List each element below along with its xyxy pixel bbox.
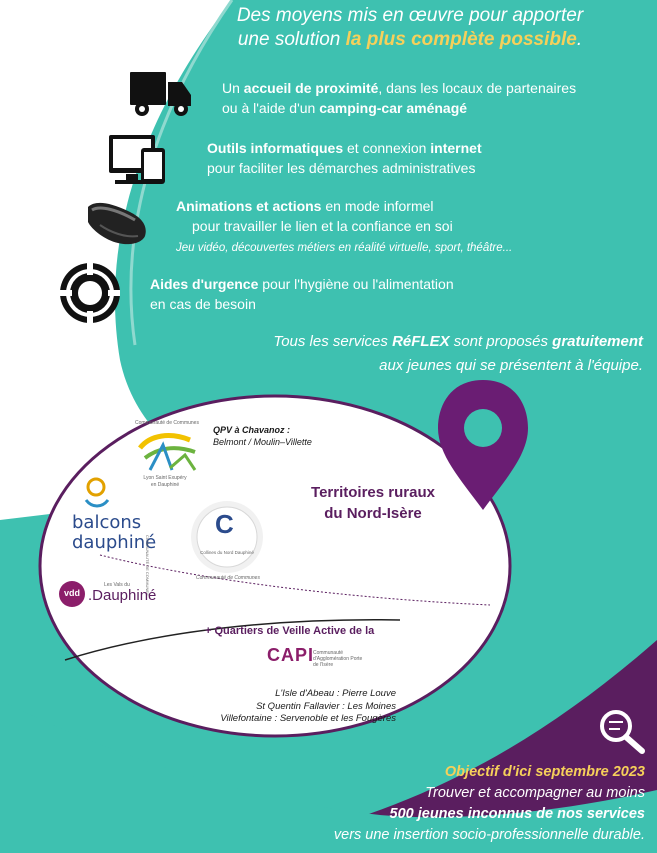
capi-quartiers: L'Isle d'Abeau : Pierre Louve St Quentin Fallavier : Les Moines Villefontaine : Servenoble et les Fougères [220,688,396,724]
qpv-chavanoz: QPV à Chavanoz : Belmont / Moulin–Villette [213,425,312,447]
service-digital: Outils informatiques et connexion internet pour faciliter les démarches administratives [207,140,482,176]
service-activities: Animations et actions en mode informel pour travailler le lien et la confiance en soi Jeu vidéo, découvertes métiers en réalité virtuelle, sport, théâtre... [176,198,513,254]
territories-title: Territoires ruraux du Nord-Isère [311,484,435,522]
vdd-name: .Dauphiné [88,587,157,604]
vdd-badge: vdd [63,588,80,598]
vdd-small: Les Vals du [104,582,130,588]
free-services-note: Tous les services RéFLEX sont proposés gratuitement aux jeunes qui se présentent à l'équipe. [273,333,643,374]
collines-name: Collines du Nord Dauphiné [200,550,254,555]
sos-label: SOS [82,287,98,294]
service-outreach: Un accueil de proximité, dans les locaux de partenaires ou à l'aide d'un camping-car aménagé [222,80,577,116]
header-title: Des moyens mis en œuvre pour apporter une solution la plus complète possible. [236,5,584,50]
collines-sub: Communauté de Communes [196,575,260,581]
capi-sub: Communauté d'Agglomération Porte de l'Isère [313,650,363,668]
balcons-logo-side: COMMUNAUTÉ DE COMMUNES [145,535,150,596]
objective-block: Objectif d'ici septembre 2023 Trouver et accompagner au moins 500 jeunes inconnus de nos services vers une insertion socio-professionnelle durable. [333,764,645,843]
balcons-logo-text: balcons dauphiné [72,512,157,553]
capi-logo: CAPI [267,645,315,665]
lyon-logo-top: Communauté de Communes [135,420,199,426]
service-emergency: Aides d'urgence pour l'hygiène ou l'alimentation en cas de besoin [150,276,454,312]
lyon-logo-caption: Lyon Saint Exupéry en Dauphiné [143,475,187,488]
veille-active-title: + Quartiers de Veille Active de la [205,625,375,637]
collines-letter: C [215,509,234,539]
